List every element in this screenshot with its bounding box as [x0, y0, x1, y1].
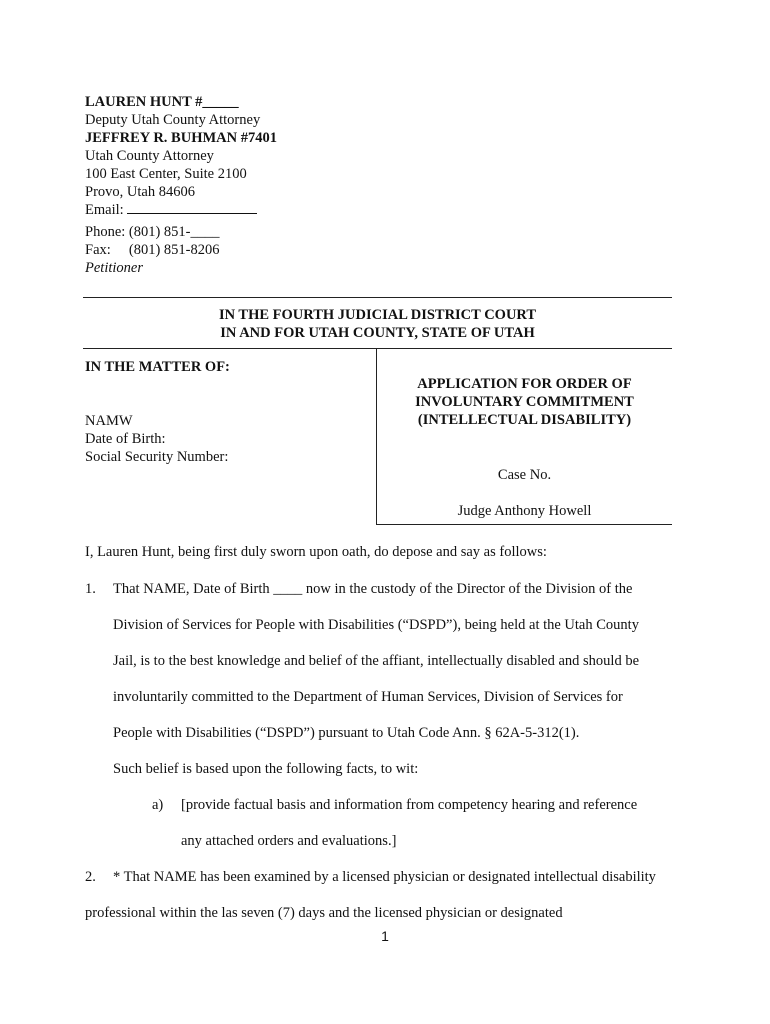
- subparagraph-a-letter: a): [152, 797, 164, 813]
- attorney-name-2: JEFFREY R. BUHMAN #7401: [85, 130, 277, 146]
- attorney-title-2: Utah County Attorney: [85, 148, 214, 164]
- email-label: Email:: [85, 202, 124, 218]
- application-title-1: APPLICATION FOR ORDER OF: [417, 376, 632, 392]
- court-line-1: IN THE FOURTH JUDICIAL DISTRICT COURT: [218, 307, 537, 323]
- paragraph-1-line-2: Division of Services for People with Disabilities (“DSPD”), being held at the Utah County: [113, 617, 639, 633]
- subparagraph-a-line-2: any attached orders and evaluations.]: [181, 833, 397, 849]
- paragraph-1-line-4: involuntarily committed to the Department of Human Services, Division of Services for: [113, 689, 623, 705]
- paragraph-2-number: 2.: [85, 869, 96, 885]
- paragraph-2-line-2: professional within the las seven (7) days and the licensed physician or designated: [85, 905, 563, 921]
- caption-left: [85, 358, 370, 466]
- document-body: [85, 543, 685, 931]
- matter-label: IN THE MATTER OF:: [85, 359, 230, 375]
- ssn-label: Social Security Number:: [85, 449, 229, 465]
- court-line-2: IN AND FOR UTAH COUNTY, STATE OF UTAH: [220, 325, 535, 341]
- attorney-title-1: Deputy Utah County Attorney: [85, 112, 261, 128]
- subparagraph-a: [85, 787, 685, 859]
- court-heading: [83, 306, 672, 342]
- paragraph-1-line-5: People with Disabilities (“DSPD”) pursuant to Utah Code Ann. § 62A-5-312(1).: [113, 725, 580, 741]
- paragraph-2: [85, 859, 685, 931]
- fax-line: Fax: (801) 851-8206: [85, 242, 220, 258]
- paragraph-1-line-1: That NAME, Date of Birth ____ now in the custody of the Director of the Division of the: [113, 581, 633, 597]
- subparagraph-a-line-1: [provide factual basis and information from competency hearing and reference: [181, 797, 638, 813]
- email-blank: [127, 201, 257, 214]
- judge-name: Judge Anthony Howell: [457, 503, 592, 519]
- paragraph-1-line-6: Such belief is based upon the following facts, to wit:: [113, 761, 419, 777]
- address-line-2: Provo, Utah 84606: [85, 184, 195, 200]
- paragraph-1-number: 1.: [85, 581, 96, 597]
- paragraph-2-line-1: * That NAME has been examined by a licensed physician or designated intellectual disability: [113, 869, 656, 885]
- paragraph-1: [85, 571, 685, 787]
- petitioner-label: Petitioner: [85, 260, 143, 276]
- mid-rule: [83, 348, 672, 349]
- email-line: [85, 201, 277, 219]
- phone-line: Phone: (801) 851-____: [85, 224, 220, 240]
- caption-bottom-rule: [376, 524, 672, 525]
- dob-label: Date of Birth:: [85, 431, 166, 447]
- application-title-2: INVOLUNTARY COMMITMENT: [415, 394, 634, 410]
- caption-right: [377, 375, 672, 520]
- page-number: 1: [381, 928, 389, 944]
- attorney-header: [85, 93, 277, 277]
- intro-paragraph: I, Lauren Hunt, being first duly sworn upon oath, do depose and say as follows:: [85, 544, 547, 560]
- subject-name: NAMW: [85, 413, 133, 429]
- case-number: Case No.: [497, 467, 552, 483]
- paragraph-1-line-3: Jail, is to the best knowledge and belief of the affiant, intellectually disabled and should be: [113, 653, 640, 669]
- address-line-1: 100 East Center, Suite 2100: [85, 166, 247, 182]
- top-rule: [83, 297, 672, 298]
- attorney-name-1: LAUREN HUNT #_____: [85, 94, 239, 110]
- application-title-3: (INTELLECTUAL DISABILITY): [417, 412, 632, 428]
